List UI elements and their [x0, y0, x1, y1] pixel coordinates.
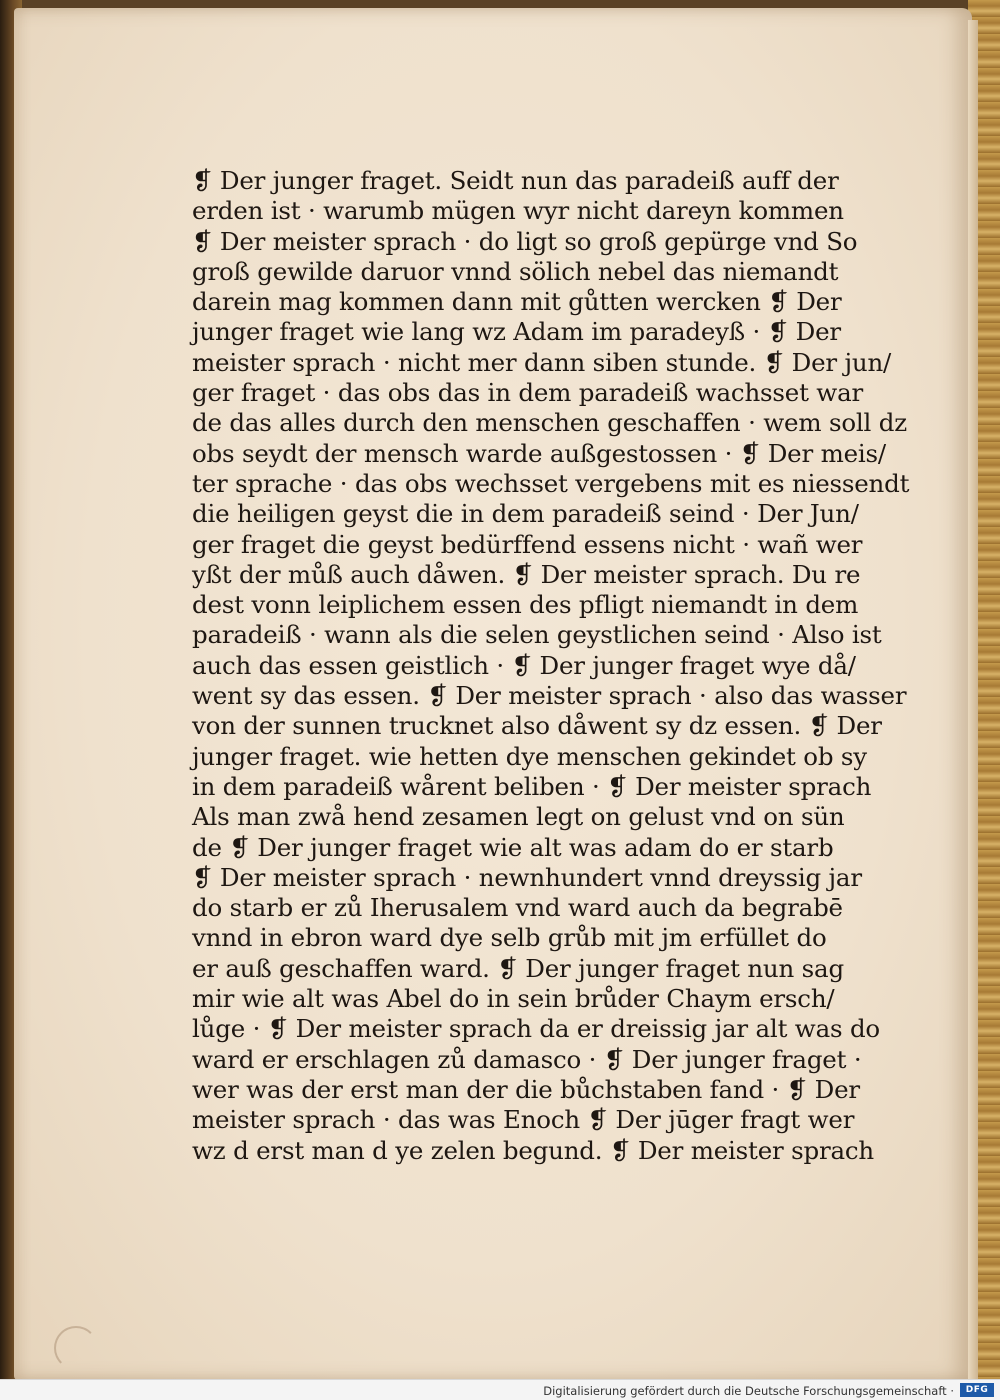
printed-text-block: [192, 166, 910, 1166]
text-line: ward er erschlagen zů damasco · ❡ Der junger fraget ·: [192, 1044, 862, 1074]
text-line: de das alles durch den menschen geschaffen · wem soll dz: [192, 408, 907, 438]
text-line: von der sunnen trucknet also dåwent sy dz essen. ❡ Der: [192, 711, 882, 741]
text-line: lůge · ❡ Der meister sprach da er dreissig jar alt was do: [192, 1014, 880, 1044]
text-line: wz d erst man d ye zelen begund. ❡ Der meister sprach: [192, 1135, 874, 1165]
text-line: vnnd in ebron ward dye selb grůb mit jm erfüllet do: [192, 923, 827, 953]
text-line: die heiligen geyst die in dem paradeiß seind · Der Jun/: [192, 499, 859, 529]
text-line: darein mag kommen dann mit gůtten wercken ❡ Der: [192, 287, 842, 317]
text-line: ger fraget die geyst bedürffend essens nicht · wañ wer: [192, 529, 863, 559]
text-line: Als man zwå hend zesamen legt on gelust vnd on sün: [192, 802, 845, 832]
text-line: do starb er zů Iherusalem vnd ward auch da begrabē: [192, 893, 843, 923]
text-line: groß gewilde daruor vnnd sölich nebel das niemandt: [192, 256, 839, 286]
text-line: paradeiß · wann als die selen geystlichen seind · Also ist: [192, 620, 882, 650]
text-line: erden ist · warumb mügen wyr nicht dareyn kommen: [192, 196, 844, 226]
dfg-logo: DFG: [960, 1383, 994, 1397]
funding-credit: Digitalisierung gefördert durch die Deutsche Forschungsgemeinschaft ·: [543, 1384, 954, 1398]
text-line: yßt der můß auch dåwen. ❡ Der meister sprach. Du re: [192, 559, 861, 589]
text-line: meister sprach · nicht mer dann siben stunde. ❡ Der jun/: [192, 347, 892, 377]
text-line: ❡ Der junger fraget. Seidt nun das paradeiß auff der: [192, 166, 839, 195]
text-line: ter sprache · das obs wechsset vergebens mit es niessendt: [192, 468, 910, 498]
text-line: ❡ Der meister sprach · do ligt so groß gepürge vnd So: [192, 226, 858, 256]
footer-bar: [0, 1379, 1000, 1400]
page-stain: [54, 1326, 98, 1370]
text-line: ger fraget · das obs das in dem paradeiß wachsset war: [192, 378, 863, 408]
text-line: went sy das essen. ❡ Der meister sprach · also das wasser: [192, 681, 907, 711]
text-line: meister sprach · das was Enoch ❡ Der jūger fragt wer: [192, 1105, 855, 1135]
text-line: mir wie alt was Abel do in sein brůder Chaym ersch/: [192, 984, 835, 1014]
text-line: in dem paradeiß wårent beliben · ❡ Der meister sprach: [192, 771, 872, 801]
text-line: dest vonn leiplichem essen des pfligt niemandt in dem: [192, 590, 859, 620]
text-line: ❡ Der meister sprach · newnhundert vnnd dreyssig jar: [192, 862, 862, 892]
text-line: junger fraget wie lang wz Adam im paradeyß · ❡ Der: [192, 317, 841, 347]
text-line: er auß geschaffen ward. ❡ Der junger fraget nun sag: [192, 953, 844, 983]
page-edge: [968, 20, 978, 1380]
text-line: auch das essen geistlich · ❡ Der junger fraget wye då/: [192, 650, 856, 680]
text-line: wer was der erst man der die bůchstaben fand · ❡ Der: [192, 1074, 860, 1104]
text-line: junger fraget. wie hetten dye menschen gekindet ob sy: [192, 741, 867, 771]
text-line: de ❡ Der junger fraget wie alt was adam do er starb: [192, 832, 834, 862]
text-line: obs seydt der mensch warde außgestossen · ❡ Der meis/: [192, 438, 886, 468]
